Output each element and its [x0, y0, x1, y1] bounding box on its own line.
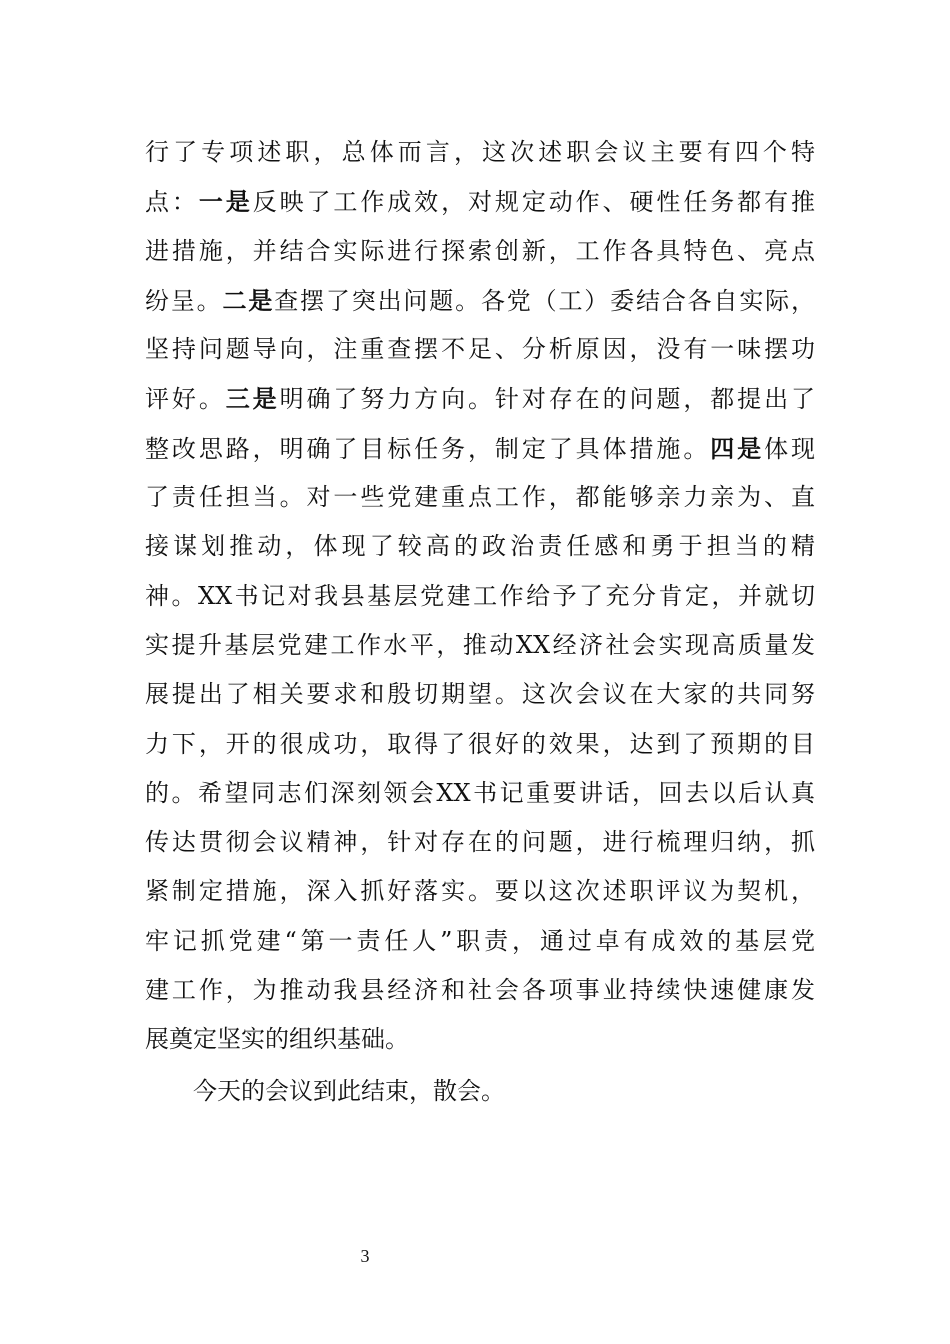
text-line: 紧制定措施，深入抓好落实。要以这次述职评议为契机， — [145, 877, 815, 906]
text-line: 力下，开的很成功，取得了很好的效果，达到了预期的目 — [145, 729, 815, 758]
text-line: 进措施，并结合实际进行探索创新，工作各具特色、亮点 — [145, 236, 815, 265]
text-line: 整改思路，明确了目标任务，制定了具体措施。四是体现 — [145, 433, 816, 463]
page-number: 3 — [360, 1246, 370, 1266]
text-line: 接谋划推动，体现了较高的政治责任感和勇于担当的精 — [145, 532, 815, 561]
text-line: 建工作，为推动我县经济和社会各项事业持续快速健康发 — [145, 976, 815, 1005]
closing-line: 今天的会议到此结束，散会。 — [193, 1076, 505, 1105]
bold-marker: 四是 — [710, 433, 765, 463]
bold-marker: 一是 — [198, 187, 253, 217]
text-line: 纷呈。二是查摆了突出问题。各党（工）委结合各自实际， — [145, 285, 816, 315]
text-line: 点：一是反映了工作成效，对规定动作、硬性任务都有推 — [145, 187, 816, 217]
bold-marker: 二是 — [222, 285, 275, 315]
text-line: 评好。三是明确了努力方向。针对存在的问题，都提出了 — [145, 384, 816, 414]
text-line: 了责任担当。对一些党建重点工作，都能够亲力亲为、直 — [145, 483, 815, 512]
text-line: 展提出了相关要求和殷切期望。这次会议在大家的共同努 — [145, 680, 815, 709]
text-line: 牢记抓党建“第一责任人”职责，通过卓有成效的基层党 — [145, 926, 815, 955]
text-line: 传达贯彻会议精神，针对存在的问题，进行梳理归纳，抓 — [145, 828, 815, 857]
text-line: 实提升基层党建工作水平，推动XX经济社会实现高质量发 — [145, 630, 815, 659]
text-line: 展奠定坚实的组织基础。 — [145, 1025, 409, 1054]
text-line: 的。希望同志们深刻领会XX书记重要讲话，回去以后认真 — [145, 778, 815, 807]
paragraph — [145, 128, 815, 1065]
text-line: 坚持问题导向，注重查摆不足、分析原因，没有一味摆功 — [145, 335, 815, 364]
body-text — [145, 128, 815, 1116]
bold-marker: 三是 — [225, 384, 280, 414]
text-line: 行了专项述职，总体而言，这次述职会议主要有四个特 — [145, 138, 815, 166]
text-line: 神。XX书记对我县基层党建工作给予了充分肯定，并就切 — [145, 581, 815, 610]
